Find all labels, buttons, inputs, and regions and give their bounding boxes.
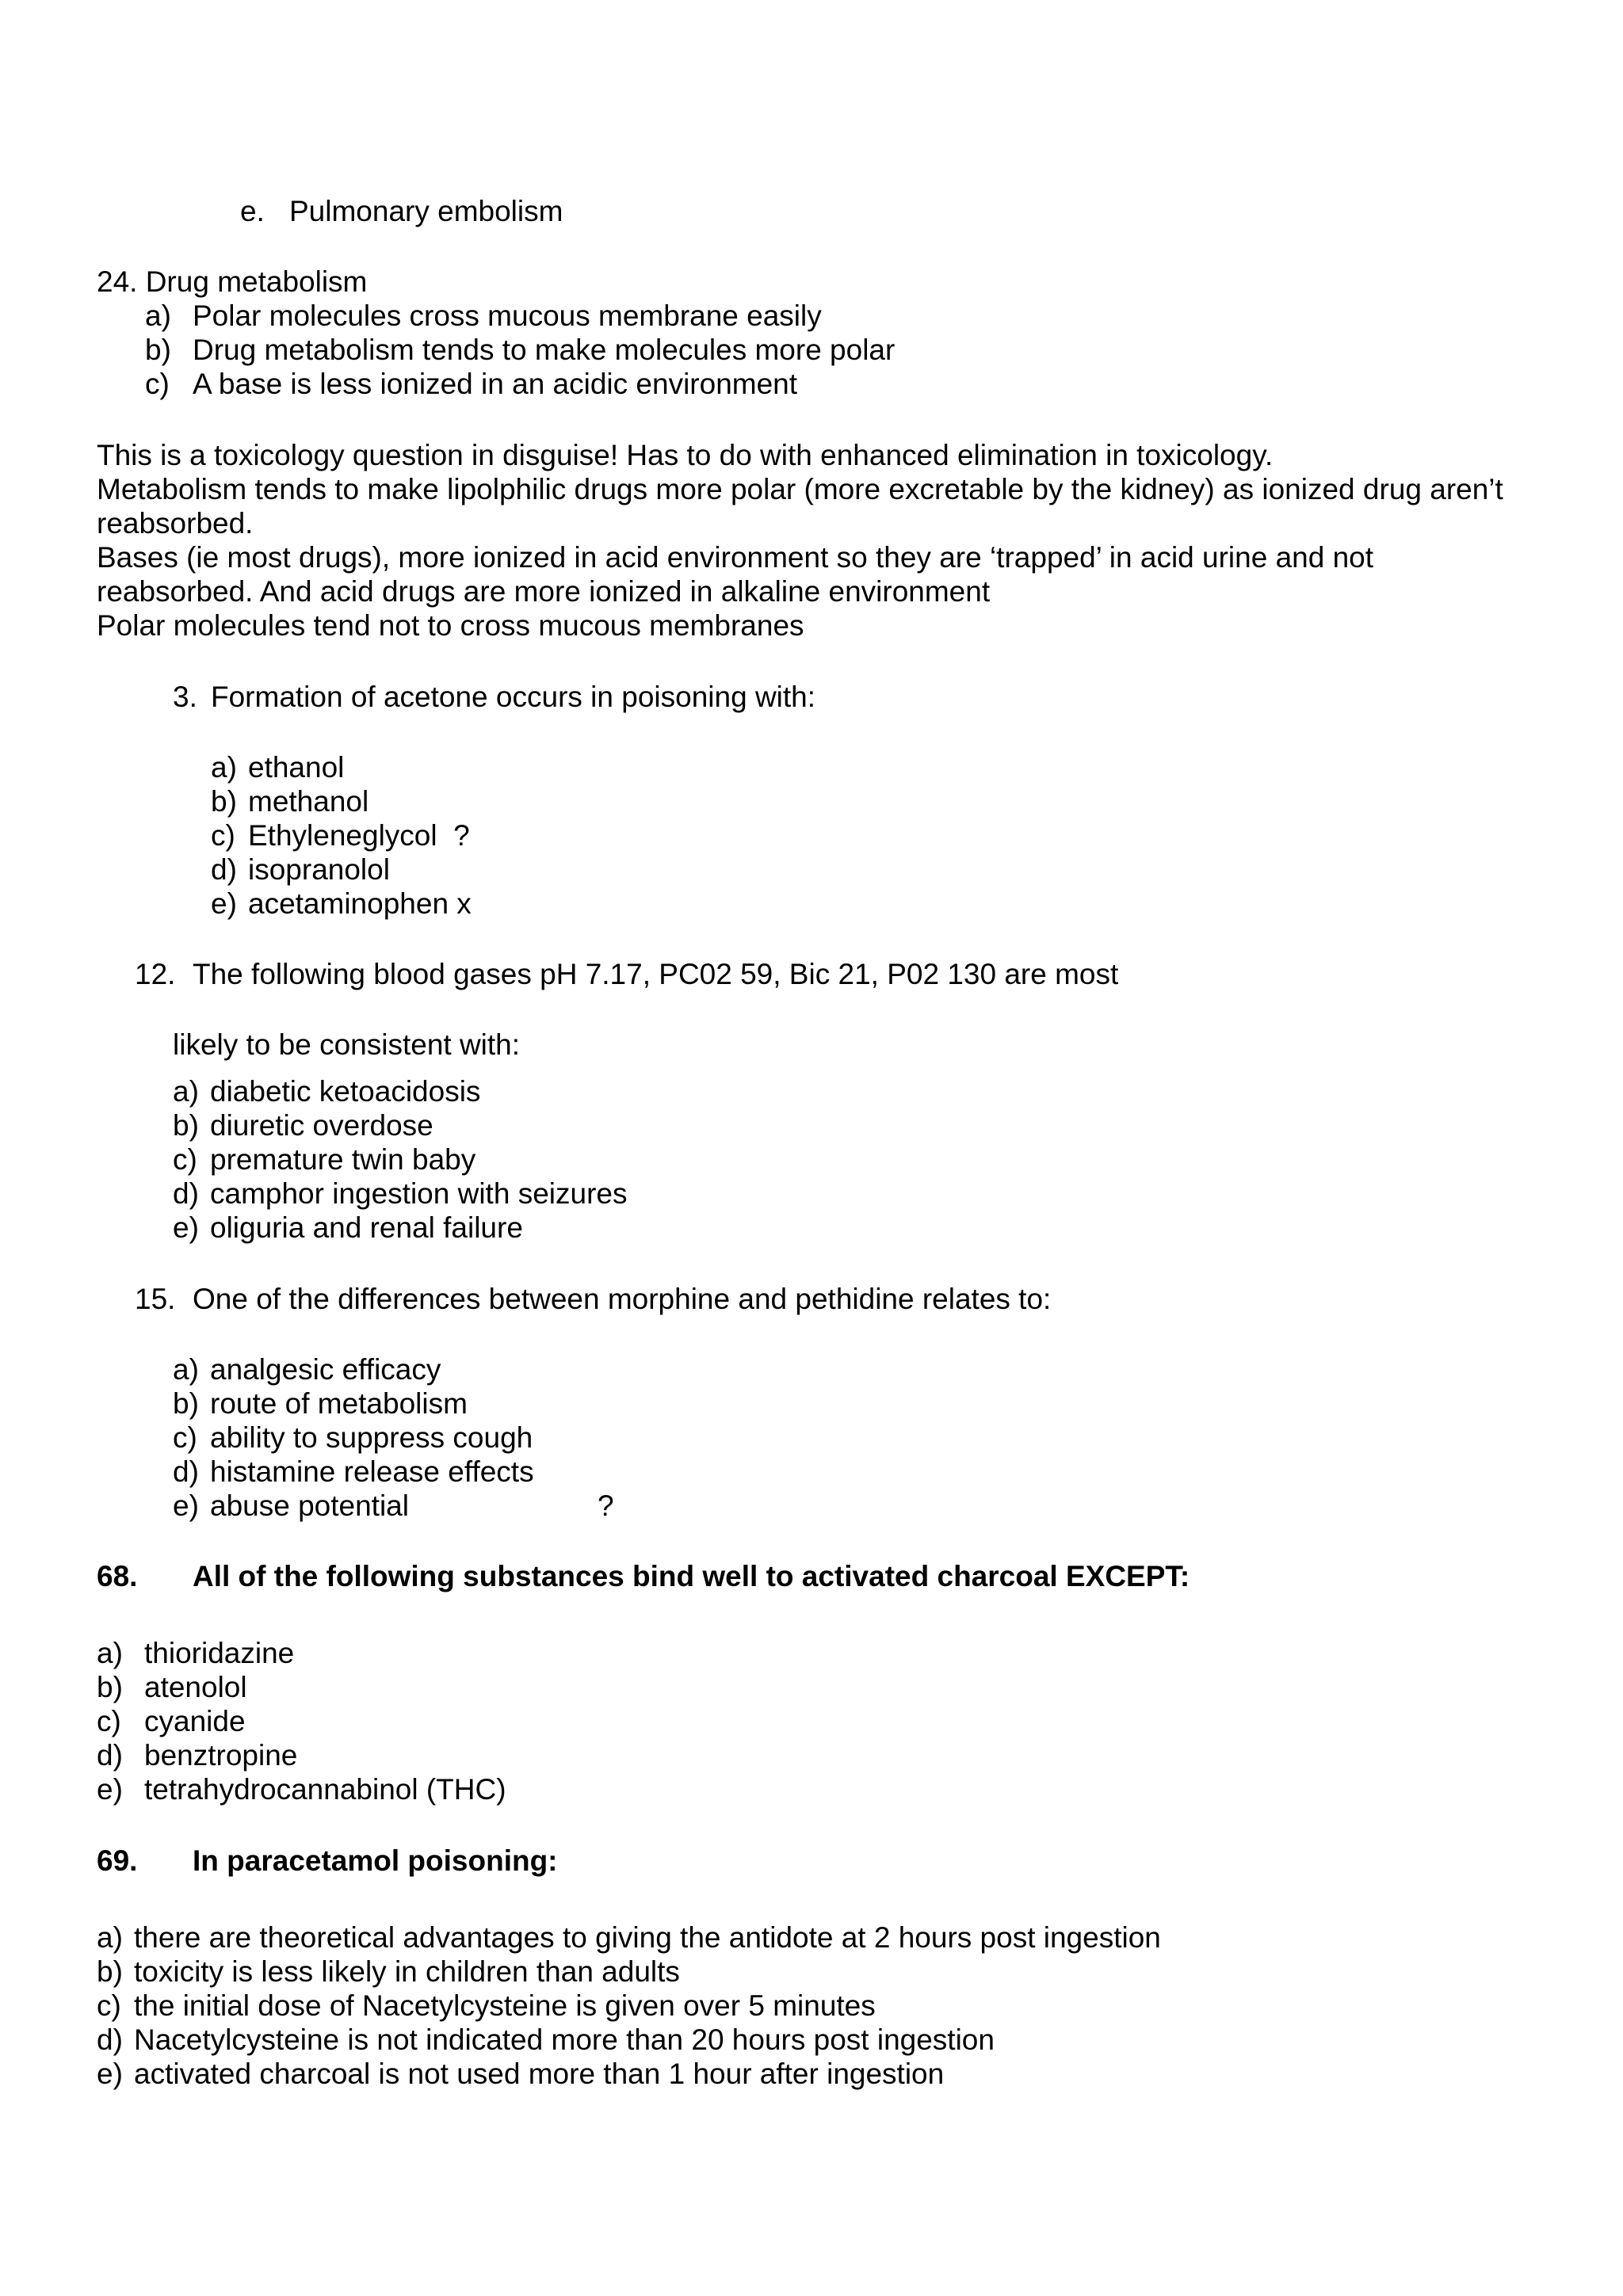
option-marker: e) (97, 1773, 123, 1806)
explanation-line: reabsorbed. (97, 507, 254, 540)
option-text: activated charcoal is not used more than 1 hour after ingestion (134, 2058, 945, 2090)
option-text: abuse potential (210, 1489, 409, 1522)
option-text: atenolol (144, 1671, 247, 1703)
option-marker: e. (240, 195, 265, 227)
question-mark-annotation: ? (598, 1489, 614, 1522)
option-marker: a) (211, 751, 237, 784)
option-text: A base is less ionized in an acidic environment (193, 368, 798, 400)
q3-option-e (211, 887, 472, 921)
q3-option-a (211, 750, 344, 784)
option-text: Ethyleneglycol ? (248, 819, 470, 852)
option-text: tetrahydrocannabinol (THC) (144, 1773, 506, 1806)
option-text: Drug metabolism tends to make molecules more polar (193, 334, 896, 366)
q12-option-b (173, 1108, 433, 1142)
option-marker: d) (97, 2023, 123, 2056)
option-text: camphor ingestion with seizures (210, 1177, 628, 1210)
option-text: isopranolol (248, 853, 390, 886)
question-number: 68. (97, 1560, 138, 1592)
option-marker: e) (173, 1211, 199, 1244)
option-marker: d) (173, 1177, 199, 1210)
option-text: thioridazine (144, 1637, 295, 1669)
q3-option-b (211, 784, 369, 818)
q68-option-b (97, 1670, 247, 1704)
q24-option-c (145, 367, 797, 401)
explanation-line: reabsorbed. And acid drugs are more ionized in alkaline environment (97, 575, 991, 608)
option-text: analgesic efficacy (210, 1353, 441, 1386)
option-marker: e) (173, 1489, 199, 1522)
q12-option-d (173, 1177, 627, 1211)
option-marker: a) (173, 1075, 199, 1108)
q68-option-c (97, 1704, 246, 1738)
q15-option-a (173, 1352, 441, 1386)
question-68 (97, 1559, 1190, 1593)
question-number: 69. (97, 1844, 138, 1877)
option-marker: c) (97, 1705, 121, 1737)
option-marker: e) (97, 2058, 123, 2090)
question-24-title: 24. Drug metabolism (97, 265, 368, 298)
question-text: Formation of acetone occurs in poisoning with: (211, 681, 816, 713)
q68-option-d (97, 1738, 297, 1772)
q15-option-e (173, 1489, 409, 1523)
q69-option-e (97, 2057, 944, 2091)
option-text: Nacetylcysteine is not indicated more than 20 hours post ingestion (134, 2023, 995, 2056)
q15-option-c (173, 1421, 533, 1455)
option-marker: c) (97, 1989, 121, 2022)
option-text: route of metabolism (210, 1387, 468, 1420)
question-text: In paracetamol poisoning: (193, 1844, 558, 1877)
option-marker: c) (145, 368, 170, 400)
option-text: histamine release effects (210, 1455, 534, 1488)
option-text: ethanol (248, 751, 345, 784)
q3-option-d (211, 852, 390, 887)
option-marker: b) (145, 334, 171, 366)
option-marker: c) (173, 1421, 197, 1454)
option-marker: d) (211, 853, 237, 886)
q12-option-e (173, 1211, 523, 1245)
question-3 (173, 680, 815, 714)
q68-option-a (97, 1636, 294, 1670)
option-marker: a) (145, 299, 171, 332)
q69-option-a (97, 1920, 1161, 1955)
option-marker: b) (211, 785, 237, 818)
q24-option-b (145, 333, 895, 367)
option-marker: c) (211, 819, 235, 852)
question-12 (135, 957, 1118, 991)
q15-option-d (173, 1455, 534, 1489)
option-marker: c) (173, 1143, 197, 1176)
option-marker: a) (97, 1921, 123, 1954)
option-text: acetaminophen x (248, 887, 472, 920)
option-marker: a) (173, 1353, 199, 1386)
explanation-line: This is a toxicology question in disguise! Has to do with enhanced elimination in toxicology. (97, 439, 1274, 471)
option-text: premature twin baby (210, 1143, 476, 1176)
question-12-continued: likely to be consistent with: (173, 1028, 521, 1061)
q24-option-a (145, 299, 822, 333)
option-text: Polar molecules cross mucous membrane easily (193, 299, 822, 332)
option-marker: a) (97, 1637, 123, 1669)
option-marker: b) (97, 1671, 123, 1703)
option-marker: b) (97, 1955, 123, 1988)
option-text: cyanide (144, 1705, 246, 1737)
option-marker: d) (97, 1739, 123, 1772)
explanation-line: Bases (ie most drugs), more ionized in acid environment so they are ‘trapped’ in acid urine and not (97, 541, 1374, 574)
q12-option-c (173, 1142, 475, 1177)
option-text: ability to suppress cough (210, 1421, 533, 1454)
option-text: Pulmonary embolism (289, 195, 563, 227)
option-marker: b) (173, 1387, 199, 1420)
question-number: 15. (135, 1283, 176, 1315)
q12-option-a (173, 1074, 480, 1108)
option-text: diabetic ketoacidosis (210, 1075, 481, 1108)
q15-option-b (173, 1386, 468, 1421)
question-text: One of the differences between morphine and pethidine relates to: (193, 1283, 1052, 1315)
option-text: the initial dose of Nacetylcysteine is given over 5 minutes (134, 1989, 876, 2022)
option-e (240, 194, 563, 228)
option-text: diuretic overdose (210, 1109, 433, 1142)
option-text: there are theoretical advantages to giving the antidote at 2 hours post ingestion (134, 1921, 1161, 1954)
option-text: toxicity is less likely in children than adults (134, 1955, 680, 1988)
option-text: methanol (248, 785, 369, 818)
question-number: 3. (173, 681, 197, 713)
q69-option-b (97, 1955, 680, 1989)
option-text: oliguria and renal failure (210, 1211, 523, 1244)
question-text: The following blood gases pH 7.17, PC02 59, Bic 21, P02 130 are most (193, 958, 1119, 990)
q69-option-d (97, 2023, 995, 2057)
question-15 (135, 1282, 1051, 1316)
option-marker: d) (173, 1455, 199, 1488)
q69-option-c (97, 1989, 876, 2023)
question-69 (97, 1844, 558, 1878)
explanation-line: Metabolism tends to make lipolphilic drugs more polar (more excretable by the kidney) as ionized drug aren’t (97, 473, 1503, 505)
q68-option-e (97, 1772, 506, 1806)
option-marker: b) (173, 1109, 199, 1142)
question-number: 12. (135, 958, 176, 990)
q3-option-c (211, 818, 470, 852)
explanation-line: Polar molecules tend not to cross mucous membranes (97, 609, 804, 642)
option-marker: e) (211, 887, 237, 920)
question-text: All of the following substances bind well to activated charcoal EXCEPT: (193, 1560, 1190, 1592)
option-text: benztropine (144, 1739, 298, 1772)
